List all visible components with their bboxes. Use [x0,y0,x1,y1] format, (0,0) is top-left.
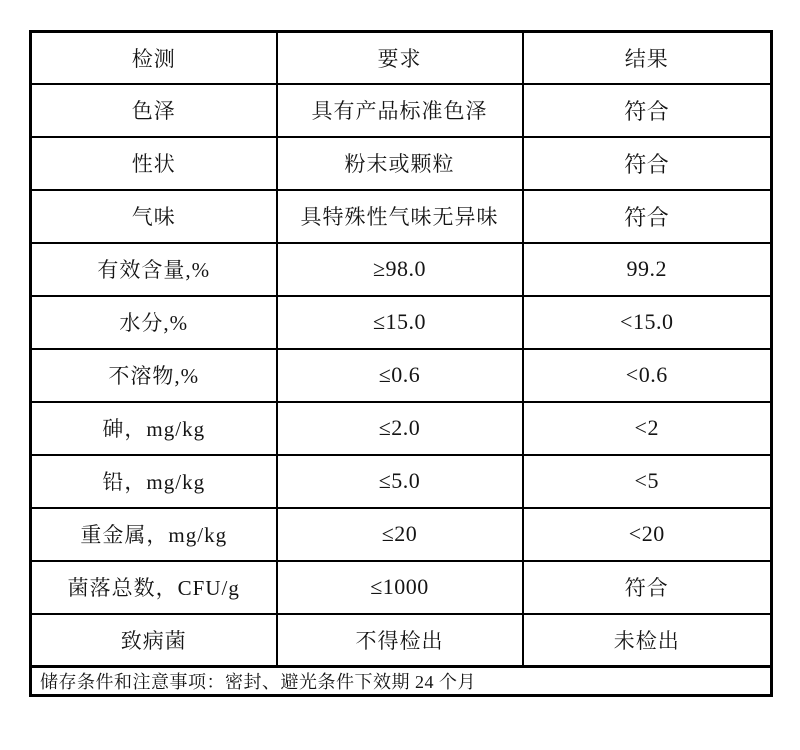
requirement-cell: ≤1000 [277,561,523,614]
table-row [31,614,772,667]
requirement-cell: 具特殊性气味无异味 [277,190,523,243]
result-cell: 符合 [523,190,772,243]
test-item-cell: 有效含量,% [31,243,277,296]
table-row [31,402,772,455]
result-cell: <2 [523,402,772,455]
test-item-cell: 水分,% [31,296,277,349]
requirement-cell: 粉末或颗粒 [277,137,523,190]
table-row [31,137,772,190]
column-header-result: 结果 [523,32,772,84]
test-item-cell: 重金属，mg/kg [31,508,277,561]
header-row [31,32,772,84]
requirement-cell: ≥98.0 [277,243,523,296]
storage-note: 储存条件和注意事项：密封、避光条件下效期 24 个月 [31,667,772,696]
test-item-cell: 气味 [31,190,277,243]
result-cell: <5 [523,455,772,508]
requirement-cell: ≤5.0 [277,455,523,508]
requirement-cell: ≤20 [277,508,523,561]
requirement-cell: ≤0.6 [277,349,523,402]
result-cell: <20 [523,508,772,561]
test-item-cell: 致病菌 [31,614,277,667]
test-item-cell: 铅，mg/kg [31,455,277,508]
requirement-cell: ≤2.0 [277,402,523,455]
table-row [31,508,772,561]
requirement-cell: ≤15.0 [277,296,523,349]
test-item-cell: 色泽 [31,84,277,137]
requirement-cell: 不得检出 [277,614,523,667]
table-row [31,455,772,508]
table-row [31,84,772,137]
footer-row [31,667,772,696]
result-cell: <0.6 [523,349,772,402]
table-row [31,190,772,243]
result-cell: 99.2 [523,243,772,296]
column-header-test: 检测 [31,32,277,84]
inspection-table [29,30,773,697]
column-header-requirement: 要求 [277,32,523,84]
table-row [31,349,772,402]
result-cell: 符合 [523,561,772,614]
table-row [31,243,772,296]
result-cell: 未检出 [523,614,772,667]
result-cell: <15.0 [523,296,772,349]
result-cell: 符合 [523,84,772,137]
result-cell: 符合 [523,137,772,190]
table-row [31,296,772,349]
requirement-cell: 具有产品标准色泽 [277,84,523,137]
table-row [31,561,772,614]
test-item-cell: 不溶物,% [31,349,277,402]
test-item-cell: 砷，mg/kg [31,402,277,455]
test-item-cell: 菌落总数，CFU/g [31,561,277,614]
test-item-cell: 性状 [31,137,277,190]
